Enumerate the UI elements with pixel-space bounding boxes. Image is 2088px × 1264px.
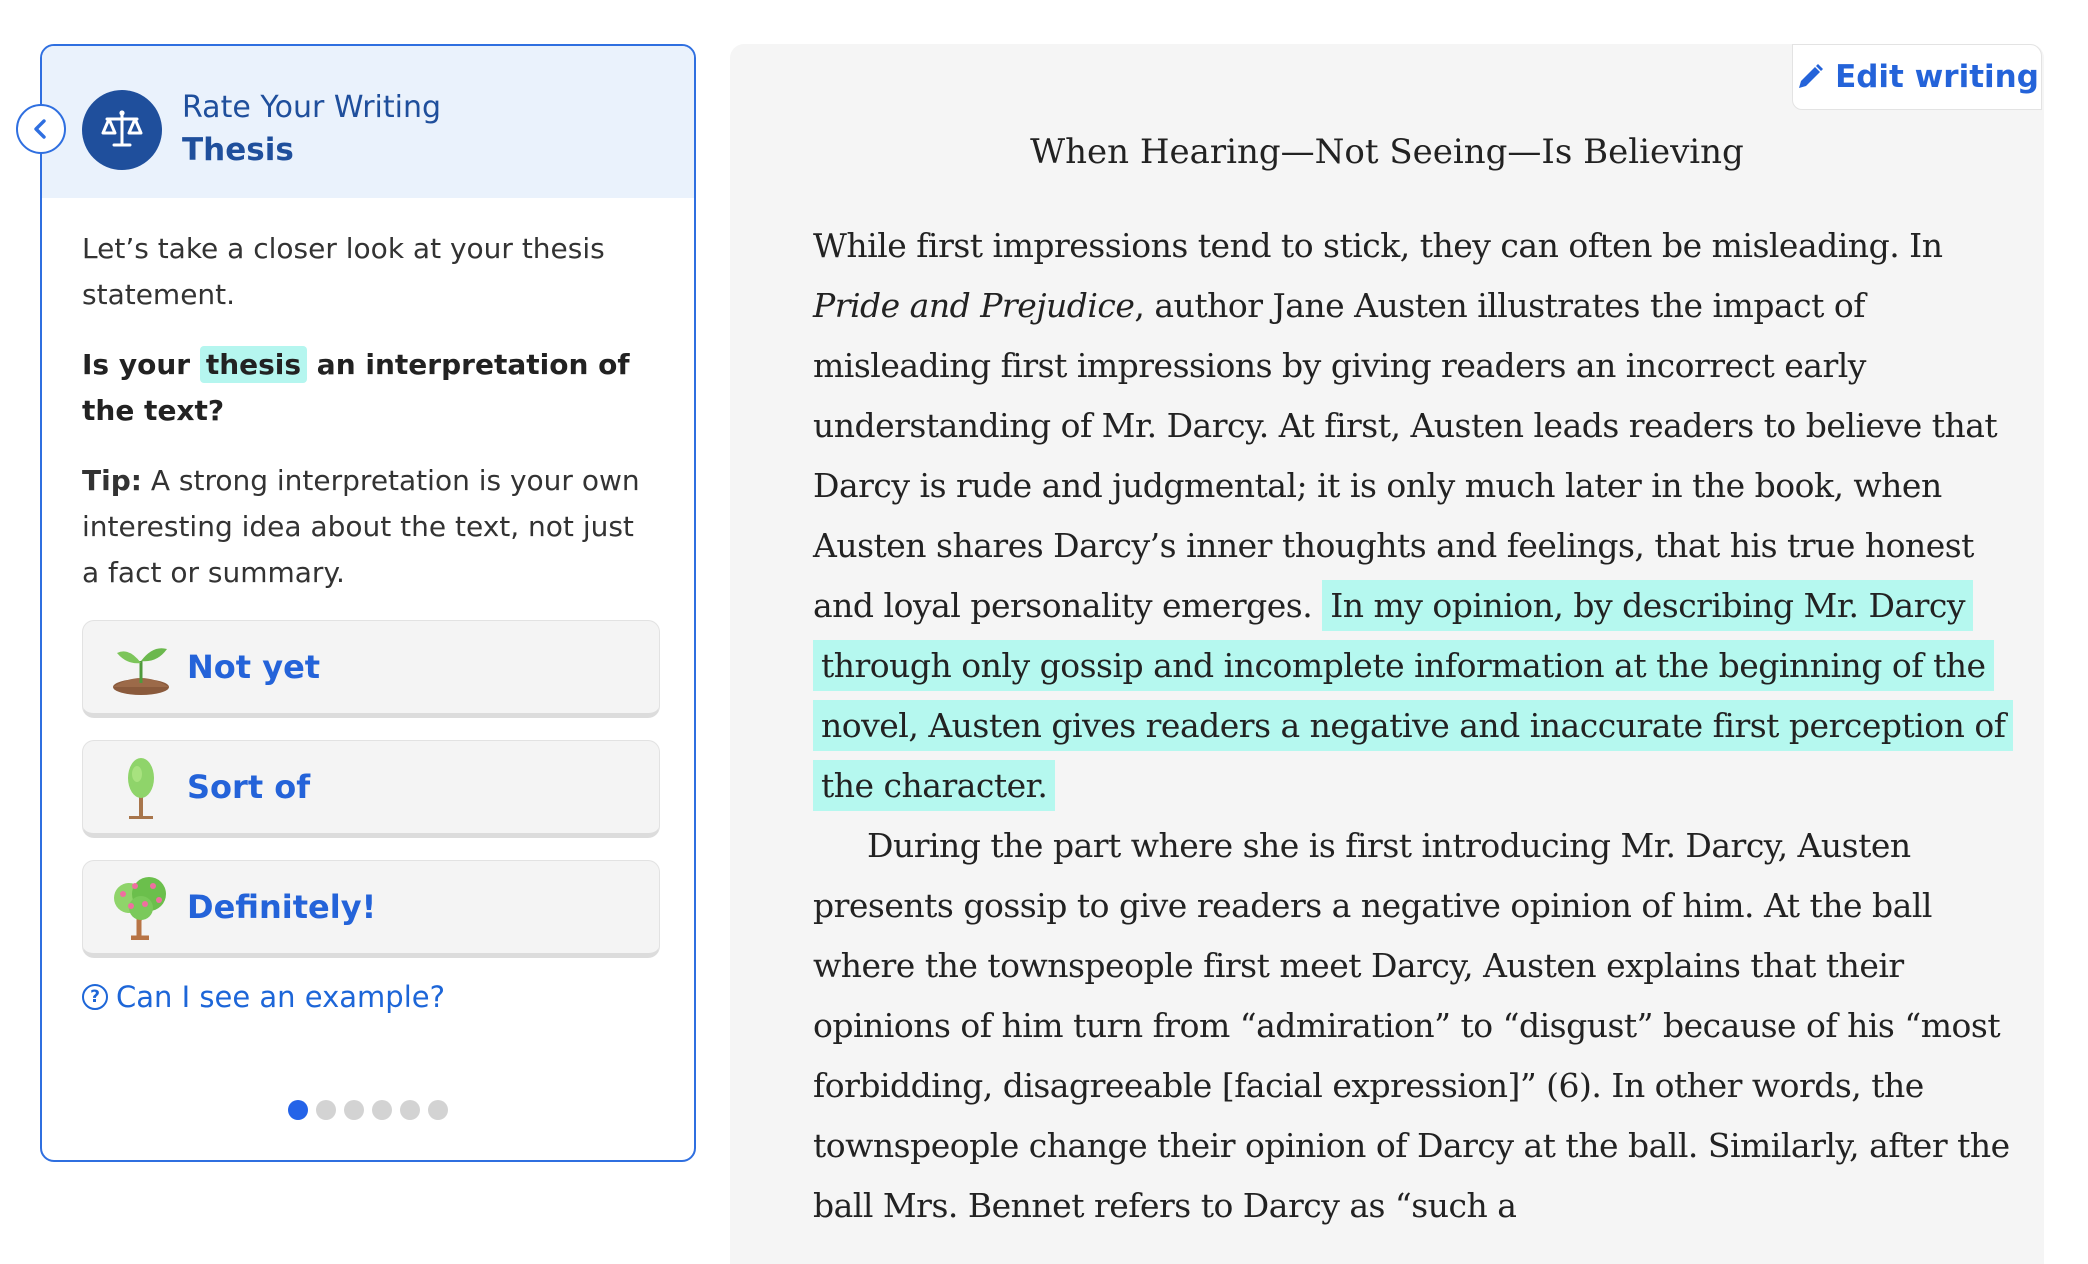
page-dot-6[interactable]	[428, 1100, 448, 1120]
thesis-highlight[interactable]: In my opinion, by describing Mr. Darcy through only gossip and incomplete information at the beginning of the novel, Austen gives readers a negative and inaccurate first perception of the character.	[813, 580, 2013, 811]
question-pre: Is your	[82, 348, 200, 381]
panel-subtitle: Rate Your Writing	[182, 90, 442, 125]
page-dot-1[interactable]	[288, 1100, 308, 1120]
option-label: Definitely!	[187, 888, 377, 926]
question-post: an interpretation of the text?	[82, 348, 630, 427]
fruit-tree-icon	[109, 871, 173, 943]
panel-header	[42, 46, 694, 198]
page-dot-4[interactable]	[372, 1100, 392, 1120]
example-link-label: Can I see an example?	[116, 980, 445, 1014]
edit-writing-label: Edit writing	[1835, 59, 2039, 95]
option-not-yet-button[interactable]	[82, 620, 660, 718]
p1-intro: While first impressions tend to stick, they can often be misleading. In	[813, 226, 1943, 265]
tip-body: A strong interpretation is your own interesting idea about the text, not just a fact or summary.	[82, 464, 640, 589]
young-tree-icon	[109, 751, 173, 823]
tip-text	[82, 458, 654, 596]
option-label: Not yet	[187, 648, 321, 686]
intro-text: Let’s take a closer look at your thesis statement.	[82, 232, 605, 311]
book-title: Pride and Prejudice	[813, 286, 1135, 325]
edit-writing-button[interactable]	[1792, 44, 2042, 110]
essay-title: When Hearing—Not Seeing—Is Believing	[1030, 132, 1744, 172]
option-sort-of-button[interactable]	[82, 740, 660, 838]
panel-title: Thesis	[182, 132, 294, 168]
page-dot-3[interactable]	[344, 1100, 364, 1120]
thesis-keyword[interactable]: thesis	[200, 346, 307, 383]
see-example-link[interactable]	[82, 980, 654, 1014]
rate-your-writing-panel	[40, 44, 696, 1162]
sprout-icon	[109, 631, 173, 703]
essay-body[interactable]	[813, 216, 2013, 1236]
p1-middle: , author Jane Austen illustrates the impact of misleading first impressions by giving readers an incorrect early understanding of Mr. Darcy. At first, Austen leads readers to believe that Darcy is rude and judgmental; it is only much later in the book, when Austen shares Darcy’s inner thoughts and feelings, that his true honest and loyal personality emerges.	[813, 286, 1998, 625]
pencil-icon	[1795, 62, 1825, 92]
scale-icon	[82, 90, 162, 170]
page-dot-5[interactable]	[400, 1100, 420, 1120]
tip-label: Tip:	[82, 464, 142, 497]
essay-paragraph-2: During the part where she is first introducing Mr. Darcy, Austen presents gossip to give readers a negative opinion of him. At the ball where the townspeople first meet Darcy, Austen explains that their opinions of him turn from “admiration” to “disgust” because of his “most forbidding, disagreeable [facial expression]” (6). In other words, the townspeople change their opinion of Darcy at the ball. Similarly, after the ball Mrs. Bennet refers to Darcy as “such a	[813, 826, 2010, 1225]
essay-panel	[730, 44, 2044, 1264]
question-circle-icon: ?	[82, 984, 108, 1010]
panel-heading	[182, 88, 441, 172]
collapse-panel-button[interactable]	[16, 104, 66, 154]
chevron-left-icon	[30, 118, 52, 140]
option-definitely-button[interactable]	[82, 860, 660, 958]
option-label: Sort of	[187, 768, 311, 806]
panel-body	[42, 198, 694, 1014]
question-text	[82, 342, 654, 434]
essay-paragraph-1	[813, 216, 2013, 816]
page-dot-2[interactable]	[316, 1100, 336, 1120]
pagination-dots	[42, 1100, 694, 1120]
